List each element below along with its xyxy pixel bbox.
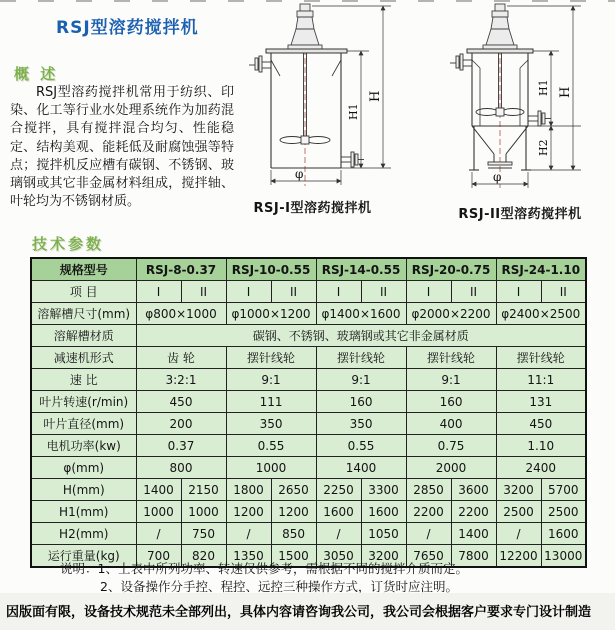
value-cell: φ2400×2500	[496, 303, 586, 325]
value-cell: II	[541, 281, 586, 303]
row-label-cell: 溶解槽材质	[31, 325, 136, 347]
value-cell: 9:1	[406, 369, 496, 391]
dim-label-h: H	[368, 90, 383, 102]
value-cell: 3050	[316, 545, 361, 568]
table-row	[31, 258, 586, 281]
row-label-cell: H2(mm)	[31, 523, 136, 545]
value-cell: 2500	[496, 501, 541, 523]
value-cell: 2200	[451, 501, 496, 523]
dim-label-phi: φ	[493, 170, 502, 184]
value-cell: 2150	[181, 479, 226, 501]
value-cell: 160	[316, 391, 406, 413]
value-cell: 2200	[406, 501, 451, 523]
value-cell: 3:2:1	[136, 369, 226, 391]
value-cell: 2850	[406, 479, 451, 501]
value-cell: 7800	[451, 545, 496, 568]
value-cell: 0.37	[136, 435, 226, 457]
tank-lid	[467, 49, 533, 53]
value-cell: 800	[136, 457, 226, 479]
value-cell: φ800×1000	[136, 303, 226, 325]
table-row	[31, 501, 586, 523]
value-cell: II	[181, 281, 226, 303]
value-cell: I	[316, 281, 361, 303]
inlet-nozzle	[450, 54, 472, 70]
rsj-2-technical-drawing	[433, 2, 615, 200]
footer-statement: 因版面有限，设备技术规范未全部列出，具体内容请咨询我公司，我公司会根据客户要求专门设计制造	[6, 605, 592, 620]
value-cell: 200	[136, 413, 226, 435]
value-cell: 450	[496, 413, 586, 435]
table-row	[31, 303, 586, 325]
value-cell: I	[406, 281, 451, 303]
value-cell: 1000	[226, 457, 316, 479]
table-row	[31, 391, 586, 413]
value-cell: 820	[181, 545, 226, 568]
model-header-cell: RSJ-24-1.10	[496, 258, 586, 281]
value-cell: 1400	[136, 479, 181, 501]
row-label-cell: 运行重量(kg)	[31, 545, 136, 568]
row-label-cell: 叶片直径(mm)	[31, 413, 136, 435]
value-cell: 3600	[451, 479, 496, 501]
row-label-cell: 电机功率(kw)	[31, 435, 136, 457]
value-cell: 750	[181, 523, 226, 545]
value-cell: φ1400×1600	[316, 303, 406, 325]
value-cell: 2500	[541, 501, 586, 523]
value-cell: I	[496, 281, 541, 303]
value-cell: 0.55	[316, 435, 406, 457]
table-row	[31, 479, 586, 501]
table-row	[31, 325, 586, 347]
note-line-2: 2、设备操作分手控、程控、远控三种操作方式，订货时应注明。	[100, 578, 458, 594]
value-cell: 9:1	[226, 369, 316, 391]
value-cell: 1800	[226, 479, 271, 501]
value-cell: 1600	[361, 501, 406, 523]
row-label-cell: 减速机形式	[31, 347, 136, 369]
value-cell: 0.75	[406, 435, 496, 457]
row-label-cell: 规格型号	[31, 258, 136, 281]
table-row	[31, 457, 586, 479]
dim-label-phi: φ	[295, 167, 304, 181]
value-cell: 碳钢、不锈钢、玻璃钢或其它非金属材质	[136, 325, 586, 347]
page-title: RSJ型溶药搅拌机	[56, 18, 199, 38]
value-cell: 摆针线轮	[496, 347, 586, 369]
value-cell: /	[136, 523, 181, 545]
value-cell: 350	[226, 413, 316, 435]
inlet-nozzle	[249, 56, 271, 72]
specs-section-heading: 技术参数	[32, 235, 105, 253]
value-cell: 450	[136, 391, 226, 413]
agitator-motor-icon	[483, 4, 517, 49]
table-row	[31, 369, 586, 391]
model-header-cell: RSJ-14-0.55	[316, 258, 406, 281]
row-label-cell: H(mm)	[31, 479, 136, 501]
value-cell: 1400	[451, 523, 496, 545]
dim-label-h: H	[558, 86, 573, 98]
value-cell: 2000	[406, 457, 496, 479]
value-cell: 1050	[361, 523, 406, 545]
value-cell: II	[361, 281, 406, 303]
value-cell: 5700	[541, 479, 586, 501]
dim-label-h2: H2	[537, 139, 550, 156]
model-header-cell: RSJ-20-0.75	[406, 258, 496, 281]
value-cell: II	[271, 281, 316, 303]
value-cell: 1350	[226, 545, 271, 568]
value-cell: 2250	[316, 479, 361, 501]
row-label-cell: 叶片转速(r/min)	[31, 391, 136, 413]
value-cell: 1600	[541, 523, 586, 545]
value-cell: 12200	[496, 545, 541, 568]
value-cell: 700	[136, 545, 181, 568]
value-cell: 400	[406, 413, 496, 435]
table-row	[31, 413, 586, 435]
value-cell: 齿 轮	[136, 347, 226, 369]
value-cell: 850	[271, 523, 316, 545]
value-cell: I	[226, 281, 271, 303]
row-label-cell: 速 比	[31, 369, 136, 391]
value-cell: 350	[316, 413, 406, 435]
row-label-cell: φ(mm)	[31, 457, 136, 479]
agitator-motor-icon	[288, 4, 322, 49]
value-cell: 2650	[271, 479, 316, 501]
overview-paragraph: RSJ型溶药搅拌机常用于纺织、印染、化工等行业水处理系统作为加药混合搅拌，具有搅拌混合均匀、性能稳定、结构美观、能耗低及耐腐蚀强等特点；搅拌机反应槽有碳钢、不锈钢、玻璃钢或其它非金属材料组成，搅拌轴、叶轮均为不锈钢材质。	[10, 85, 234, 210]
value-cell: 7650	[406, 545, 451, 568]
value-cell: I	[136, 281, 181, 303]
table-row	[31, 523, 586, 545]
model-header-cell: RSJ-8-0.37	[136, 258, 226, 281]
value-cell: 1200	[226, 501, 271, 523]
value-cell: 0.55	[226, 435, 316, 457]
value-cell: 2400	[496, 457, 586, 479]
rsj-1-technical-drawing	[233, 2, 420, 196]
model-header-cell: RSJ-10-0.55	[226, 258, 316, 281]
value-cell: 131	[496, 391, 586, 413]
value-cell: 1.10	[496, 435, 586, 457]
value-cell: 摆针线轮	[226, 347, 316, 369]
rsj-1-caption: RSJ-I型溶药搅拌机	[253, 201, 372, 216]
value-cell: 111	[226, 391, 316, 413]
value-cell: /	[496, 523, 541, 545]
drain-nozzle	[341, 152, 364, 167]
dim-label-h1: H1	[347, 103, 360, 120]
value-cell: 1200	[271, 501, 316, 523]
value-cell: 160	[406, 391, 496, 413]
value-cell: 1000	[181, 501, 226, 523]
value-cell: II	[451, 281, 496, 303]
value-cell: 1400	[316, 457, 406, 479]
value-cell: /	[406, 523, 451, 545]
row-label-cell: H1(mm)	[31, 501, 136, 523]
rsj-2-caption: RSJ-II型溶药搅拌机	[458, 207, 582, 222]
row-label-cell: 项 目	[31, 281, 136, 303]
value-cell: 摆针线轮	[316, 347, 406, 369]
value-cell: 3200	[496, 479, 541, 501]
value-cell: 1000	[136, 501, 181, 523]
value-cell: 11:1	[496, 369, 586, 391]
value-cell: /	[226, 523, 271, 545]
dim-label-h1: H1	[537, 79, 550, 96]
value-cell: φ2000×2200	[406, 303, 496, 325]
table-row	[31, 435, 586, 457]
value-cell: 1500	[271, 545, 316, 568]
value-cell: 3300	[361, 479, 406, 501]
side-nozzle	[528, 111, 551, 126]
value-cell: /	[316, 523, 361, 545]
specs-table	[30, 257, 587, 568]
value-cell: 3200	[361, 545, 406, 568]
tank-body	[271, 53, 341, 168]
note-line-1: 说明：1、上表中所列功率、转速仅供参考，需根据不同的搅拌介质而定。	[60, 561, 468, 576]
value-cell: 1600	[316, 501, 361, 523]
value-cell: 13000	[541, 545, 586, 568]
notes-block	[60, 560, 468, 595]
value-cell: φ1000×1200	[226, 303, 316, 325]
tank-lid	[266, 49, 347, 53]
specs-table-body	[31, 258, 586, 567]
table-row	[31, 347, 586, 369]
value-cell: 摆针线轮	[406, 347, 496, 369]
overview-section-heading: 概 述	[14, 65, 59, 83]
table-row	[31, 281, 586, 303]
value-cell: 9:1	[316, 369, 406, 391]
row-label-cell: 溶解槽尺寸(mm)	[31, 303, 136, 325]
